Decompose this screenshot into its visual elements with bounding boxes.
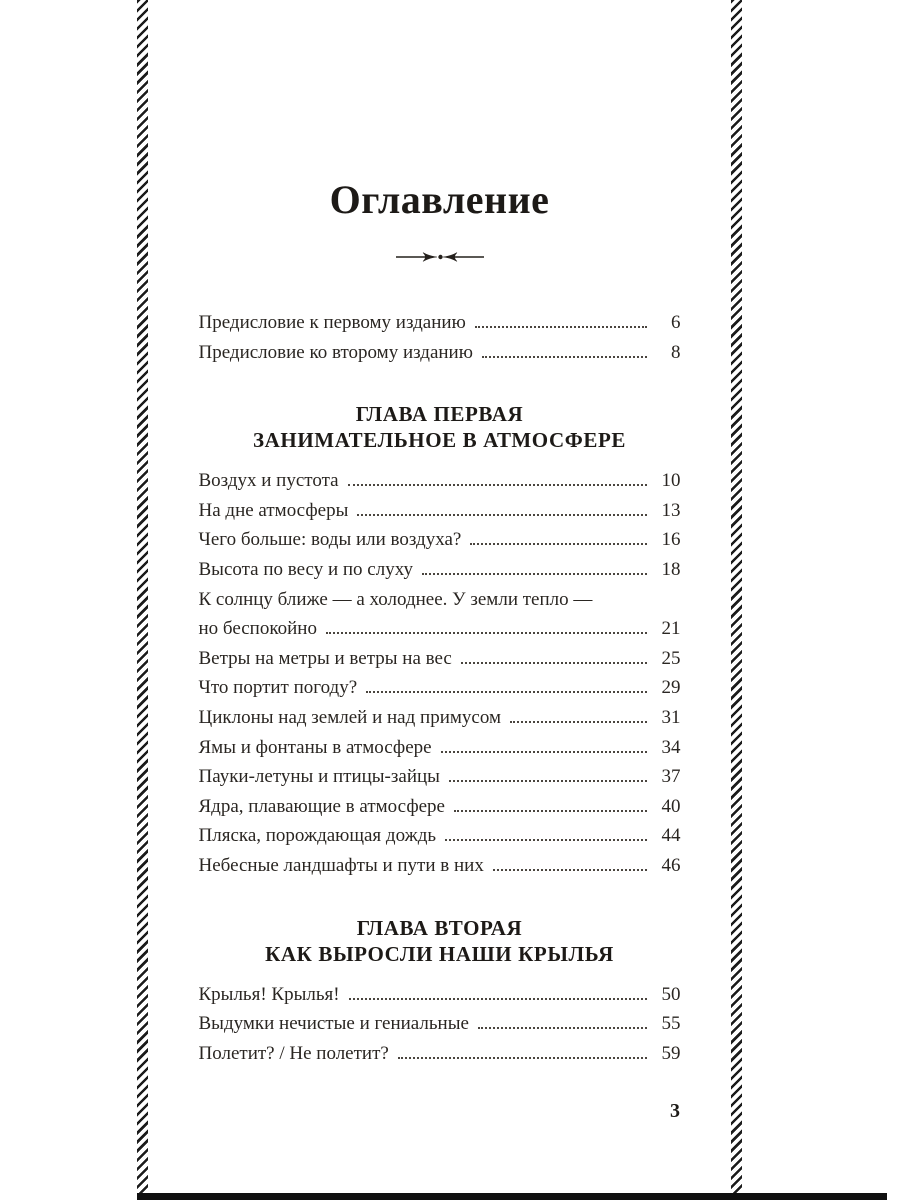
toc-leader-dots [348, 484, 647, 486]
toc-entry [199, 614, 681, 644]
toc-entry-title: Что портит погоду? [198, 677, 358, 699]
toc-leader-dots [482, 356, 647, 358]
toc-entry-page: 44 [661, 825, 681, 847]
toc-entry [199, 733, 681, 763]
toc-entry-title: Ветры на метры и ветры на вес [198, 647, 452, 669]
toc-entry [199, 851, 681, 881]
toc-entry [199, 980, 681, 1010]
toc-leader-dots [454, 810, 647, 812]
toc-entry [199, 821, 681, 851]
toc-entry [199, 644, 681, 674]
toc-entry-page: 21 [661, 618, 681, 640]
toc-leader-dots [478, 1027, 647, 1029]
toc-leader-dots [510, 721, 647, 723]
toc-entry [199, 308, 681, 338]
toc-entry-page: 34 [661, 736, 681, 758]
toc-entry-page: 46 [661, 854, 681, 876]
toc-entry-title: Пляска, порождающая дождь [198, 825, 437, 847]
toc-leader-dots [441, 751, 647, 753]
toc-entry [199, 466, 681, 496]
toc-entry-page: 18 [661, 558, 681, 580]
toc-entry-title: Пауки-летуны и птицы-зайцы [198, 766, 440, 788]
toc-entry-page: 31 [661, 706, 681, 728]
toc-entry [199, 673, 681, 703]
chapter-heading [199, 915, 681, 967]
toc-leader-dots [422, 573, 647, 575]
toc-entry-title: Ямы и фонтаны в атмосфере [198, 736, 432, 758]
toc-entry [199, 555, 681, 585]
page-content [148, 0, 731, 1200]
right-hatch-border [731, 0, 742, 1200]
folio-page-number: 3 [670, 1100, 680, 1122]
toc-entry-title: Небесные ландшафты и пути в них [198, 854, 484, 876]
toc-entry-title: но беспокойно [198, 618, 317, 640]
toc-entry [199, 338, 681, 368]
toc-entry-title: Предисловие к первому изданию [198, 312, 466, 333]
toc-leader-dots [357, 514, 646, 516]
chapter-heading [199, 401, 681, 453]
toc-entry-title: Чего больше: воды или воздуха? [198, 529, 462, 551]
page-title: Оглавление [329, 177, 550, 222]
toc-entry-page: 6 [671, 312, 681, 333]
chapter-heading-line2: КАК ВЫРОСЛИ НАШИ КРЫЛЬЯ [265, 941, 614, 966]
toc-entry [199, 525, 681, 555]
toc-leader-dots [366, 691, 646, 693]
toc-entry-title: Циклоны над землей и над примусом [198, 706, 501, 728]
toc-entry-page: 8 [671, 341, 681, 363]
toc-leader-dots [398, 1057, 647, 1059]
toc-leader-dots [449, 780, 647, 782]
toc-entry-page: 59 [661, 1042, 681, 1064]
toc-leader-dots [349, 998, 647, 1000]
divider-ornament [148, 250, 731, 264]
toc-entry-title: Предисловие ко второму изданию [198, 341, 473, 363]
toc-entry-page: 25 [661, 647, 681, 669]
toc-entry-page: 10 [661, 470, 681, 492]
toc-entry-title: Полетит? / Не полетит? [198, 1042, 389, 1064]
toc-entry-page: 50 [661, 983, 681, 1005]
chapter-heading-line1: ГЛАВА ВТОРАЯ [356, 915, 523, 940]
toc-entry-first-line: К солнцу ближе — а холоднее. У земли тепло — [198, 588, 593, 610]
toc-entry-page: 13 [661, 499, 681, 521]
toc-leader-dots [493, 869, 647, 871]
left-hatch-border [137, 0, 148, 1200]
toc-entry-title: На дне атмосферы [198, 499, 349, 521]
toc-leader-dots [445, 839, 646, 841]
arrow-divider-icon [395, 250, 485, 264]
chapter-heading-line1: ГЛАВА ПЕРВАЯ [355, 402, 524, 427]
toc-entry-title: Высота по весу и по слуху [198, 558, 413, 580]
toc-leader-dots [326, 632, 647, 634]
toc-leader-dots [461, 662, 647, 664]
toc-entry-page: 55 [661, 1013, 681, 1035]
toc-entry-title: Воздух и пустота [198, 470, 339, 492]
chapter-heading-line2: ЗАНИМАТЕЛЬНОЕ В АТМОСФЕРЕ [252, 428, 626, 453]
toc-entry-page: 40 [661, 795, 681, 817]
toc-entry [199, 762, 681, 792]
toc-leader-dots [470, 543, 646, 545]
toc-entry-page: 37 [661, 766, 681, 788]
toc-entry-page: 16 [661, 529, 681, 551]
toc-entry [199, 1039, 681, 1069]
toc-entry [199, 496, 681, 526]
toc-entry-title: Ядра, плавающие в атмосфере [198, 795, 445, 817]
toc-entry-title: Крылья! Крылья! [198, 983, 340, 1005]
toc-entry [199, 703, 681, 733]
toc-entry [199, 792, 681, 822]
toc-entry-title: Выдумки нечистые и гениальные [198, 1013, 469, 1035]
toc-entry [199, 1009, 681, 1039]
table-of-contents [199, 308, 681, 1068]
toc-leader-dots [475, 326, 647, 328]
toc-entry-page: 29 [661, 677, 681, 699]
